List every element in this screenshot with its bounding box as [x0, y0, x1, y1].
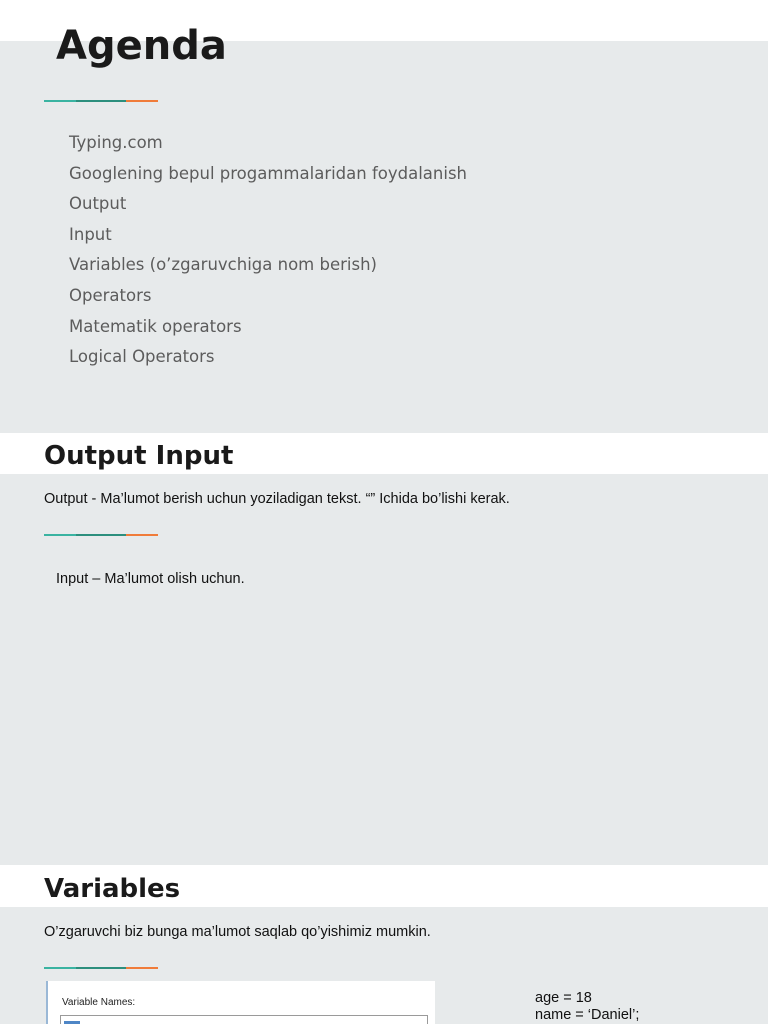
- agenda-item: Operators: [69, 285, 152, 305]
- agenda-list: [69, 130, 467, 375]
- variables-title: Variables: [44, 874, 181, 904]
- variables-description: O’zgaruvchi biz bunga ma’lumot saqlab qo’yishimiz mumkin.: [44, 924, 431, 940]
- variable-code-example: [535, 990, 639, 1024]
- agenda-item: Input: [69, 224, 112, 244]
- agenda-item: Variables (o’zgaruvchiga nom berish): [69, 255, 377, 275]
- output-input-accent-divider: [44, 534, 158, 536]
- code-line: name = ‘Daniel’;: [535, 1007, 640, 1023]
- code-line: age = 18: [535, 990, 592, 1006]
- variable-names-screenshot: [46, 981, 435, 1024]
- output-input-slide-background: [0, 474, 768, 865]
- agenda-item: Output: [69, 194, 127, 214]
- variables-accent-divider: [44, 967, 158, 969]
- agenda-title: Agenda: [56, 23, 227, 69]
- output-input-title: Output Input: [44, 441, 234, 471]
- variable-names-field: [60, 1015, 428, 1024]
- agenda-item: Matematik operators: [69, 316, 242, 336]
- agenda-item: Typing.com: [69, 133, 163, 152]
- input-description: Input – Ma’lumot olish uchun.: [56, 571, 245, 587]
- agenda-item: Googlening bepul progammalaridan foydalanish: [69, 163, 468, 183]
- output-description: Output - Ma’lumot berish uchun yoziladigan tekst. “” Ichida bo’lishi kerak.: [44, 491, 510, 507]
- variable-names-label: Variable Names:: [62, 997, 136, 1008]
- agenda-item: Logical Operators: [69, 347, 215, 367]
- agenda-accent-divider: [44, 100, 158, 102]
